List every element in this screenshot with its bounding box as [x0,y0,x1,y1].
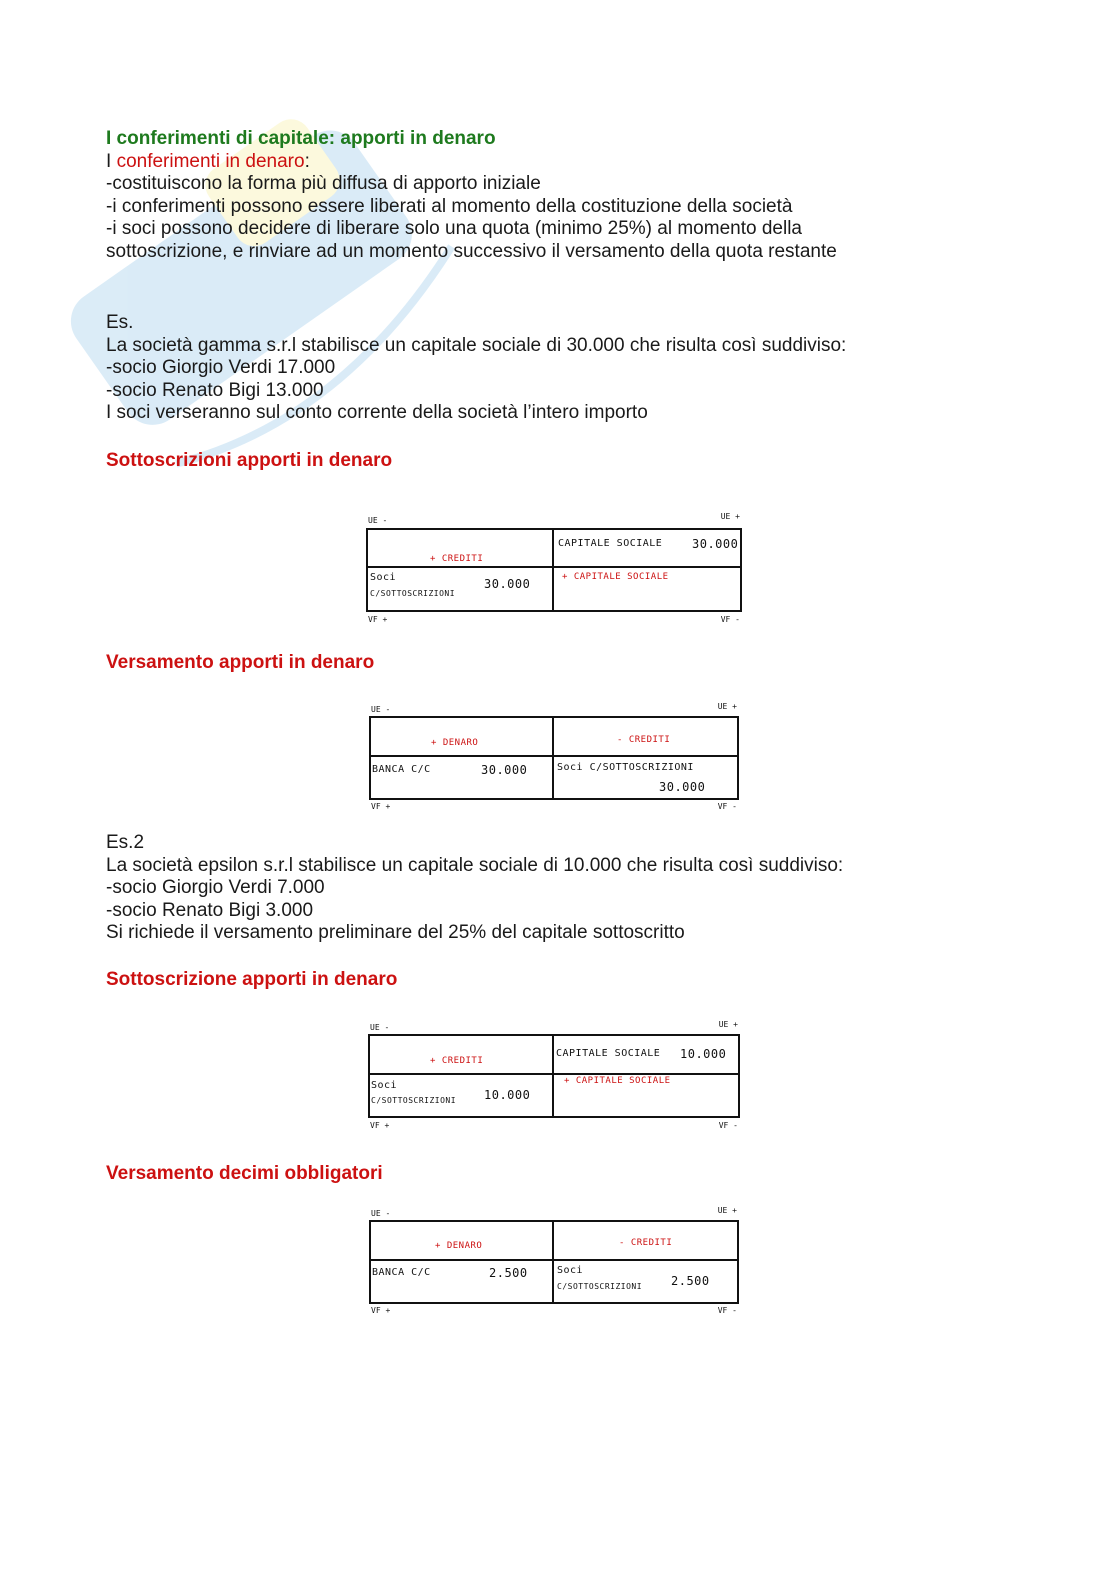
annotation: + DENARO [435,1241,483,1251]
corner-label: VF - [720,615,740,624]
amount: 30.000 [484,577,531,591]
page-title: I conferimenti di capitale: apporti in denaro [106,128,496,149]
t-account-2 [367,702,741,814]
corner-label: UE - [371,705,391,714]
intro-bullet: sottoscrizione, e rinviare ad un momento successivo il versamento della quota restante [106,240,837,262]
account-divider [552,1034,554,1118]
example-line: La società gamma s.r.l stabilisce un capitale sociale di 30.000 che risulta così suddiviso: [106,334,847,356]
corner-label: VF + [370,1121,390,1130]
section-heading: Versamento decimi obbligatori [106,1163,383,1184]
annotation: + CAPITALE SOCIALE [562,572,669,582]
intro-line [106,151,1006,174]
intro-bullet: -i soci possono decidere di liberare solo una quota (minimo 25%) al momento della [106,218,802,240]
annotation: + CREDITI [430,1056,484,1066]
account-name: C/SOTTOSCRIZIONI [557,1282,643,1291]
annotation: - CREDITI [619,1238,673,1248]
corner-label: VF - [718,1121,738,1130]
corner-label: UE + [718,1020,738,1029]
studenti-watermark-logo [20,30,480,550]
corner-label: UE + [717,1206,737,1215]
corner-label: VF + [371,802,391,811]
account-name: Soci [371,1080,398,1091]
amount: 2.500 [489,1266,528,1280]
account-divider [552,716,554,800]
corner-label: UE - [371,1209,391,1218]
example-label: Es. [106,312,134,333]
amount: 30.000 [659,780,706,794]
example-line: Si richiede il versamento preliminare del 25% del capitale sottoscritto [106,922,685,944]
corner-label: UE - [370,1023,390,1032]
amount: 30.000 [481,763,528,777]
section-heading: Sottoscrizioni apporti in denaro [106,450,393,471]
example-line: La società epsilon s.r.l stabilisce un capitale sociale di 10.000 che risulta così suddiviso: [106,854,844,876]
example-2 [106,832,1006,945]
account-name: C/SOTTOSCRIZIONI [371,1096,457,1105]
account-divider [366,566,742,568]
account-name: Soci C/SOTTOSCRIZIONI [557,762,694,773]
annotation: + CREDITI [430,554,484,564]
account-divider [369,755,739,757]
intro-suffix: : [304,150,310,172]
account-name: Soci [557,1265,584,1276]
example-line: -socio Giorgio Verdi 7.000 [106,877,325,899]
account-name: CAPITALE SOCIALE [558,538,663,549]
account-divider [552,528,554,612]
example-line: I soci verseranno sul conto corrente della società l’intero importo [106,402,648,424]
account-name: C/SOTTOSCRIZIONI [370,589,456,598]
intro-prefix: I [106,150,117,172]
intro-section [106,128,1006,264]
example-1 [106,312,1006,425]
corner-label: VF + [368,615,388,624]
account-name: BANCA C/C [372,1267,431,1278]
example-line: -socio Giorgio Verdi 17.000 [106,357,336,379]
example-line: -socio Renato Bigi 3.000 [106,899,314,921]
corner-label: VF - [717,1306,737,1315]
amount: 2.500 [671,1274,710,1288]
corner-label: UE - [368,516,388,525]
intro-bullet: -i conferimenti possono essere liberati al momento della costituzione della società [106,195,793,217]
annotation: + CAPITALE SOCIALE [564,1076,671,1086]
annotation: - CREDITI [617,735,671,745]
intro-bullet: -costituiscono la forma più diffusa di apporto iniziale [106,173,541,195]
intro-highlight: conferimenti in denaro [116,150,305,172]
corner-label: VF - [717,802,737,811]
account-name: Soci [370,572,397,583]
account-frame [366,528,742,612]
corner-label: VF + [371,1306,391,1315]
section-heading: Sottoscrizione apporti in denaro [106,969,398,990]
corner-label: UE + [720,512,740,521]
account-name: CAPITALE SOCIALE [556,1048,661,1059]
account-divider [368,1073,740,1075]
corner-label: UE + [717,702,737,711]
account-divider [369,1259,739,1261]
t-account-4 [367,1206,741,1318]
t-account-3 [366,1020,742,1134]
account-frame [369,1220,739,1304]
account-name: BANCA C/C [372,764,431,775]
amount: 10.000 [680,1047,727,1061]
account-divider [552,1220,554,1304]
amount: 30.000 [692,537,739,551]
example-label: Es.2 [106,832,145,853]
annotation: + DENARO [431,738,479,748]
example-line: -socio Renato Bigi 13.000 [106,379,324,401]
section-heading: Versamento apporti in denaro [106,652,375,673]
t-account-1 [364,512,744,627]
amount: 10.000 [484,1088,531,1102]
